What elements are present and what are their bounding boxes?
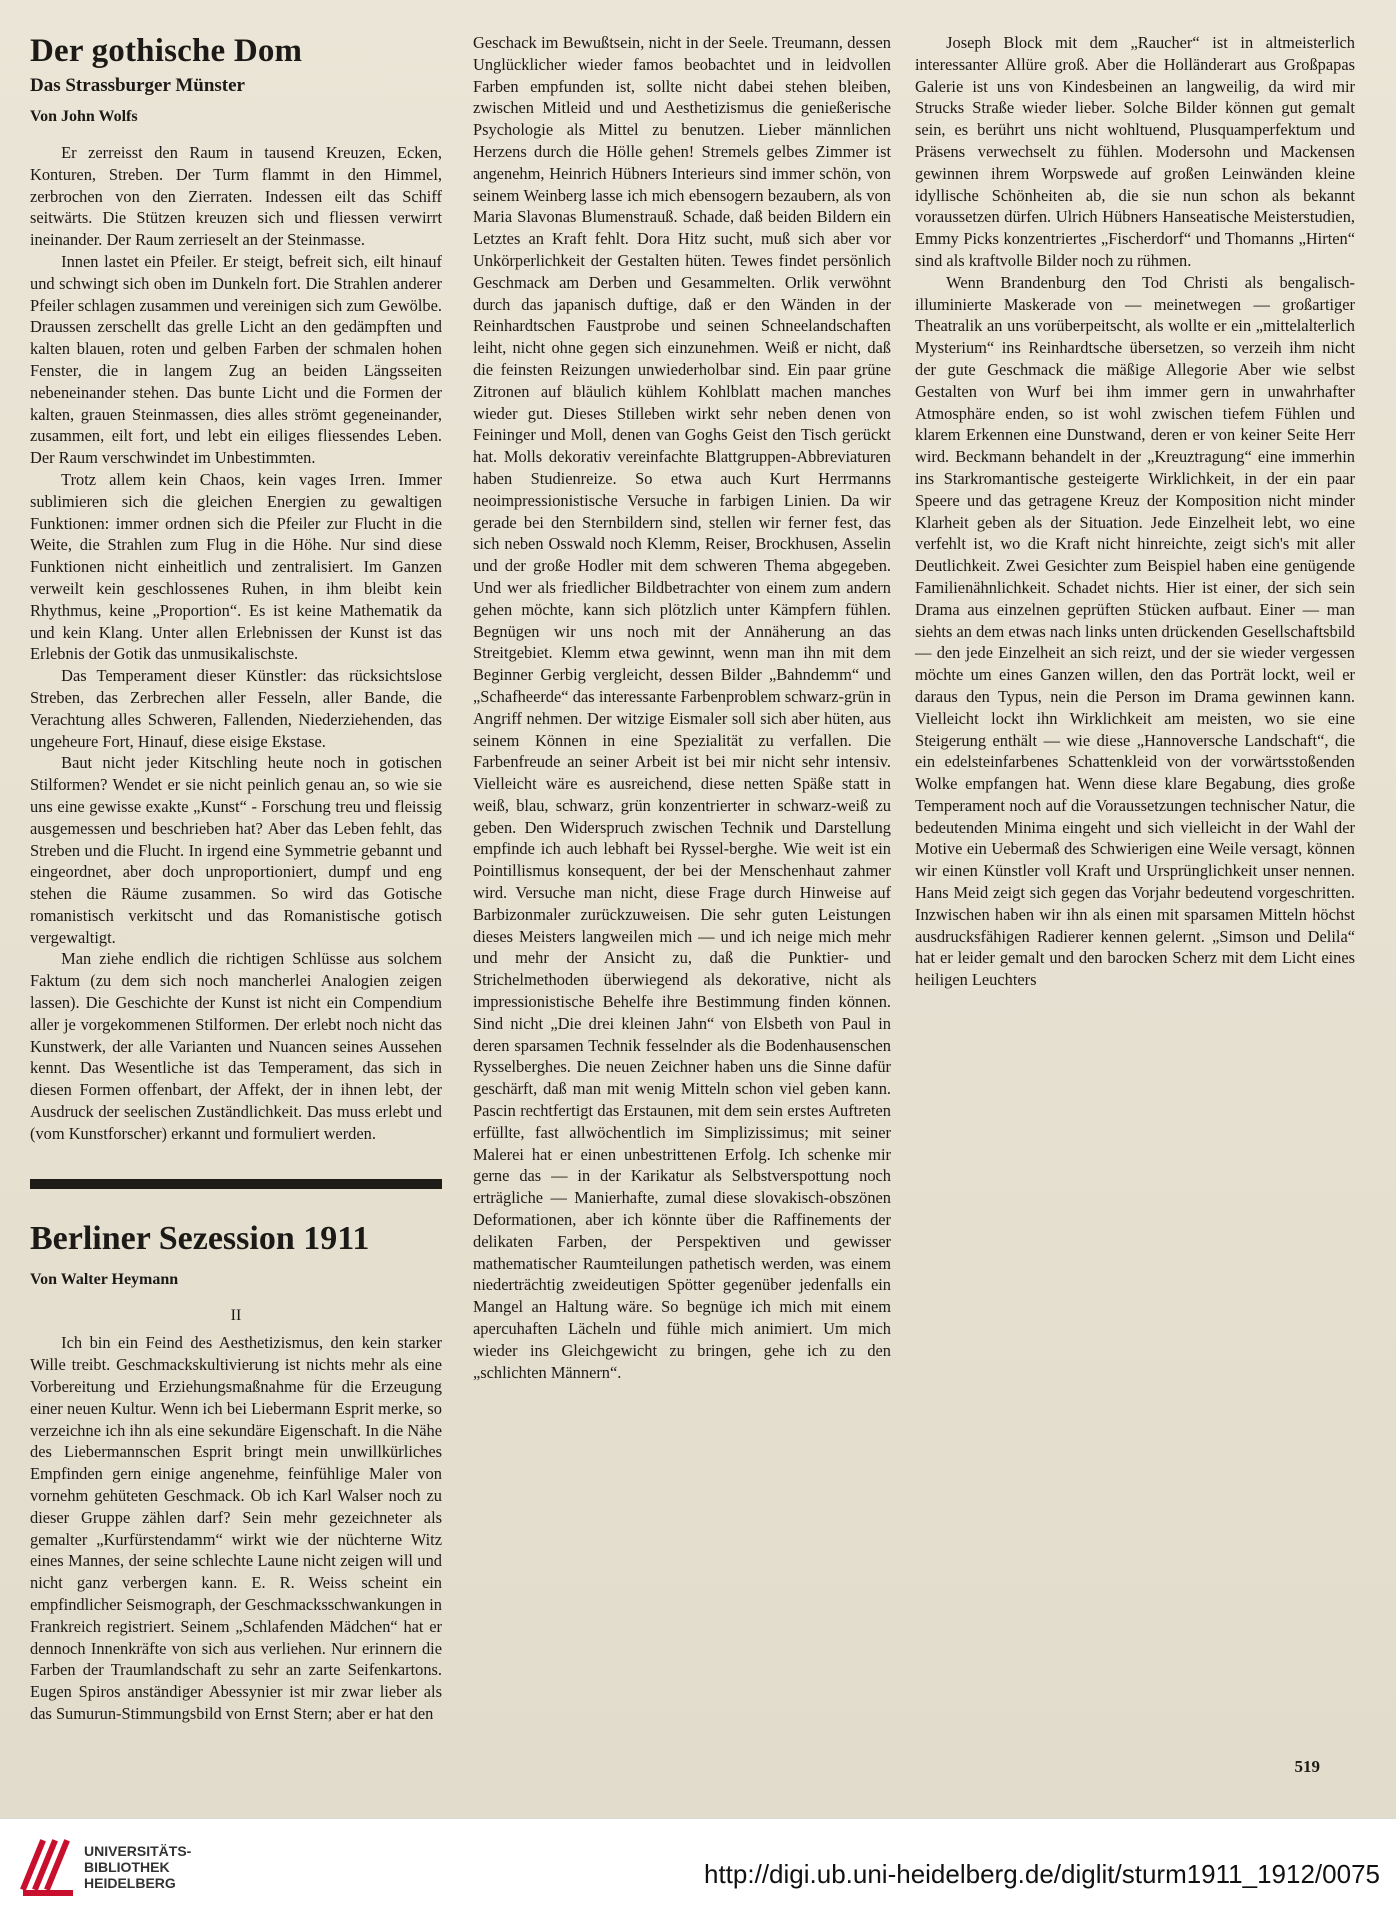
article1-paragraph: Baut nicht jeder Kitschling heute noch in gotischen Stilformen? Wendet er sie nicht peinlich genau an, so wie sie uns eine gewisse exakte „Kunst“ - Forschung treu und fleissig ausgemessen und beschrieben hat? Aber das Leben fehlt, das Streben und die Flucht. In irgend eine Symmetrie gebannt und eingeordnet, aber doch unproportioniert, dumpf und eng stehen die Räume zusammen. So wird das Gotische romanistisch verkitscht und das Romanistische gotisch vergewaltigt. — [30, 753, 442, 947]
footer-bar — [0, 1818, 1396, 1926]
library-name-line-2: BIBLIOTHEK — [84, 1859, 170, 1875]
article2-section-number: II — [230, 1306, 242, 1324]
article1-byline: Von John Wolfs — [30, 108, 138, 125]
library-name-line-3: HEIDELBERG — [84, 1875, 176, 1891]
column-2 — [473, 32, 891, 1383]
article2-paragraph: Wenn Brandenburg den Tod Christi als bengalisch-illuminierte Maskerade von — meinetwegen — großartiger Theatralik an uns vorüberpeitscht, als wollte er ein „mittelalterlich Mysterium“ ins Reinhardtsche übersetzen, so verzeih ihm nicht der gute Geschmack die mäßige Allegorie Aber wie selbst Gestalten von Wurf bei ihm immer gern in unwahrhafter Atmosphäre enden, so ist wohl zwischen tiefem Fühlen und klarem Erkennen eine Dunstwand, deren er von keiner Seite Herr wird. Beckmann behandelt in der „Kreuztragung“ eine immerhin ins Starkromantische gesteigerte Wirklichkeit, in der ein paar Speere und das getragene Kreuz der Komposition nicht minder Klarheit geben als der Situation. Jede Einzelheit lebt, wo eine verfehlt ist, wo die Kraft nicht hinreichte, zeigt sich's mit aller Deutlichkeit. Zwei Gesichter zum Beispiel haben eine genügende Familienähnlichkeit. Schadet nichts. Hier ist einer, der sich sein Drama aus einzelnen geprüften Stücken aufbaut. Einer — man siehts an dem etwas nach links unten drückenden Gesellschaftsbild — den jede Einzelheit an sich reizt, und der sie wieder vergessen möchte um eines Ganzen willen, den das Porträt lockt, weil er daraus den Typus, nein die Person im Drama gewinnen kann. Vielleicht lockt ihn Wirklichkeit am meisten, wo sie eine Steigerung enthält — wie diese „Hannoversche Landschaft“, die ein edelsteinfarbenes Schattenkleid von der vorwärtsstoßenden Wolke empfangen hat. Wenn diese klare Begabung, dies große Temperament noch auf die Voraussetzungen technischer Natur, die bedeutenden Minima eingeht und sich vielleicht in der Wahl der Motive ein Uebermaß des Schwierigen eine Weile versagt, können wir einen Künstler voll Kraft und Ursprünglichkeit unser nennen. Hans Meid zeigt sich gegen das Vorjahr bedeutend vorgeschritten. Inzwischen haben wir ihn als einen mit sparsamen Mitteln höchst ausdrucksfähigen Radierer kennen gelernt. „Simson und Delila“ hat er leider gemalt und den barocken Scherz mit dem Licht eines heiligen Leuchters — [915, 272, 1355, 990]
university-library-logo-icon — [18, 1833, 78, 1899]
article2-paragraph: Ich bin ein Feind des Aesthetizismus, den kein starker Wille treibt. Geschmackskultivierung ist nichts mehr als eine Vorbereitung und Erziehungsmaßnahme für die Erzeugung einer neuen Kultur. Wenn ich bei Liebermann Esprit merke, so verzeichne ich ihn als eine sekundäre Eigenschaft. In die Nähe des Liebermannschen Esprit bringt mein unwillkürliches Empfinden gern einige angenehme, feinfühlige Maler von vornehm gehüteten Geschmack. Ob ich Karl Walser noch zu dieser Gruppe zählen darf? Sein mehr gezeichneter als gemalter „Kurfürstendamm“ wirkt wie der nüchterne Witz eines Mannes, der seine schlechte Laune nicht zeigen will und nicht ganz verbergen kann. E. R. Weiss scheint ein empfindlicher Seismograph, der Geschmacksschwankungen in Frankreich registriert. Seinem „Schlafenden Mädchen“ hat er dennoch Innenkräfte von sich aus verliehen. Nur erinnern die Farben der Traumlandschaft zu sehr an zarte Seifenkartons. Eugen Spiros anständiger Abessynier ist mir zwar lieber als das Sumurun-Stimmungsbild von Ernst Stern; aber er hat den — [30, 1333, 442, 1723]
article1-title: Der gothische Dom — [30, 33, 303, 69]
library-name-line-1: UNIVERSITÄTS- — [84, 1843, 192, 1859]
article2-byline: Von Walter Heymann — [30, 1270, 179, 1288]
article-divider-rule — [30, 1179, 442, 1189]
library-name — [84, 1843, 191, 1891]
column-3 — [915, 32, 1355, 991]
article1-paragraph: Er zerreisst den Raum in tausend Kreuzen, Ecken, Konturen, Streben. Der Turm flammt in den Himmel, zerbrochen von den Zierraten. Indessen eilt das Schiff seitwärts. Die Stützen kreuzen sich und fliessen verwirrt ineinander. Der Raum zerrieselt an der Steinmasse. — [30, 143, 442, 250]
article1-paragraph: Man ziehe endlich die richtigen Schlüsse aus solchem Faktum (zu dem sich noch mancherlei Analogien zeigen lassen). Die Geschichte der Kunst ist nicht ein Compendium aller je vorgekommenen Stilformen. Der erlebt noch nicht das Kunstwerk, der alle Varianten und Nuancen seines Aussehen kennt. Das Wesentliche ist das Temperament, das sich in diesen Formen offenbart, der Affekt, der in ihnen lebt, der Ausdruck der seelischen Zuständlichkeit. Das muss erlebt und (vom Kunstforscher) erkannt und formuliert werden. — [30, 949, 442, 1143]
page-number: 519 — [1294, 1757, 1320, 1776]
article2-paragraph-continued: Geschack im Bewußtsein, nicht in der Seele. Treumann, dessen Unglücklicher wieder famos beobachtet und in leidvollen Farben empfunden ist, sollte nicht dabei stehen bleiben, zwischen Mitleid und und Aesthetizismus die genießerische Psychologie als Mittel zu benutzen. Lieber männlichen Herzens durch die Hölle gehen! Stremels gelbes Zimmer ist angenehm, Heinrich Hübners Interieurs sind immer schön, von seinem Weinberg lasse ich mich ebensogern bezaubern, als von Maria Slavonas Blumenstrauß. Schade, daß beiden Bildern ein Letztes an Kraft fehlt. Dora Hitz sucht, muß sich aber vor Unkörperlichkeit der Gestalten hüten. Tewes findet persönlich Geschmack am Derben und Gesammelten. Orlik verwöhnt durch das japanisch duftige, daß er den Wänden in der Reinhardtschen Faustprobe und seinen Schneelandschaften leiht, nicht ohne gegen sich einzunehmen. Weiß er nicht, daß die feinsten Reizungen unwiederholbar sind. Ein paar grüne Zitronen auf bläulich kühlem Kohlblatt machen manches wieder gut. Dieses Stilleben wirkt sehr neben denen von Feininger und Moll, denen van Goghs Geist den Tisch gerückt hat. Molls dekorativ vereinfachte Blattgruppen-Abbreviaturen haben Studienreize. So etwa auch Kurt Herrmanns neoimpressionistische Versuche in farbigen Linien. Da wir gerade bei den Sternbildern sind, stellen wir ferner fest, das sich neben Osswald noch Klemm, Reiser, Brockhusen, Asselin und der große Hodler mit dem schweren Thema abgegeben. Und wer als friedlicher Bildbetrachter von einem zum andern gehen möchte, kann sich plötzlich unter Kämpfern fühlen. Begnügen wir uns noch mit der Annäherung an das Streitgebiet. Klemm etwa gewinnt, wenn man ihn mit dem Beginner Gerbig vergleicht, dessen Bilder „Bahndemm“ und „Schafheerde“ das interessante Farbenproblem schwarz-grün in Angriff nehmen. Der witzige Eismaler soll sich aber hüten, aus seinem Können in eine Spezialität zu verfallen. Die Farbenfreude an seiner Arbeit ist bei mir nicht sehr intensiv. Vielleicht wäre es ausreichend, diese netten Späße statt in weiß, blau, schwarz, grün konzentrierter in schwarz-weiß zu geben. Den Widerspruch zwischen Technik und Darstellung empfinde ich auch lebhaft bei Ryssel-berghe. Wie weit ist ein Pointillismus konsequent, der bei der Menschenhaut zahmer wird. Versuche man nicht, diese Frage durch Hinweise auf Barbizonmaler zurückzuweisen. Die sehr guten Leistungen dieses Meisters langweilen mich — und ich neige mich mehr und mehr der Ansicht zu, daß die Punktier- und Strichelmethoden überwiegend als dekorative, nicht als impressionistische Behelfe ihre Bestimmung finden können. Sind nicht „Die drei kleinen Jahn“ von Elsbeth von Paul in deren sparsamen Technik fesselnder als die Bodenhausenschen Rysselberghes. Die neuen Zeichner haben uns die Sinne dafür geschärft, daß man mit wenig Mitteln schon viel geben kann. Pascin rechtfertigt das Erstaunen, mit dem sein erstes Auftreten erfüllte, fast allwöchentlich im Simplizissimus; mit seiner Malerei hat er einen unbestrittenen Erfolg. Ich schenke mir gerne das — in der Karikatur als Selbstverspottung noch erträgliche — Manierhafte, zumal diese slovakisch-obszönen Deformationen, aber ich könnte über die Raffinements der delikaten Farben, der Perspektiven und gewisser mathematischer Raumteilungen pathetisch werden, was einem niederträchtig zweideutigen Spötter gegenüber jedenfalls ein Mangel an Haltung wäre. So begnüge ich mich mit einem apercuhaften Lächeln und fühle mich animiert. Um mich wieder ins Gleichgewicht zu bringen, gehe ich zu den „schlichten Männern“. — [473, 33, 891, 1382]
article1-paragraph: Trotz allem kein Chaos, kein vages Irren. Immer sublimieren sich die gleichen Energien zu gewaltigen Funktionen: immer ordnen sich die Pfeiler zur Flucht in die Weite, die Strahlen zum Flug in die Höhe. Nur sind diese Funktionen nicht einheitlich und zentralisiert. Im Ganzen verweilt kein geschlossenes Ruhen, in ihm bleibt kein Rhythmus, keine „Proportion“. Es ist keine Mathematik da und kein Klang. Unter allen Erlebnissen der Kunst ist das Erlebnis der Gotik das unmusikalischste. — [30, 469, 442, 664]
article2-paragraph: Joseph Block mit dem „Raucher“ ist in altmeisterlich interessanter Allüre groß. Aber die Holländerart aus Großpapas Galerie ist uns von Kindesbeinen an langweilig, da wird mir Strucks Straße wieder lieber. Solche Bilder können gut gemalt sein, es berührt uns nicht wohltuend, Plusquamperfektum und Präsens verwechselt zu fühlen. Modersohn und Mackensen gewinnen ihrem Worpswede auf großen Leinwänden kleine idyllische Schönheiten ab, die sie nun schon als bekannt voraussetzen dürfen. Ulrich Hübners Hanseatische Meisterstudien, Emmy Picks konzentriertes „Fischerdorf“ und Thomanns „Hirten“ sind als kraftvolle Bilder noch zu rühmen. — [915, 33, 1355, 270]
article1-paragraph: Innen lastet ein Pfeiler. Er steigt, befreit sich, eilt hinauf und schwingt sich oben im Dunkeln fort. Die Strahlen anderer Pfeiler schlagen zusammen und vereinigen sich zum Gewölbe. Draussen zerschellt das grelle Licht an den gedämpften und kalten blauen, roten und gelben Farben der schmalen hohen Fenster, die in langem Zug an beiden Längsseiten nebeneinander stehen. Das bunte Licht und die Formen der kalten, grauen Steinmassen, dies alles strömt gegeneinander, zusammen, eilt fort, und lebt ein eiliges fliessendes Leben. Der Raum verschwindet im Unbestimmten. — [30, 251, 442, 468]
column-1 — [30, 32, 442, 1725]
article2-title: Berliner Sezession 1911 — [30, 1219, 370, 1257]
document-url-link[interactable]: http://digi.ub.uni-heidelberg.de/diglit/sturm1911_1912/0075 — [704, 1859, 1380, 1889]
article1-subtitle: Das Strassburger Münster — [30, 75, 245, 96]
article1-paragraph: Das Temperament dieser Künstler: das rücksichtslose Streben, das Zerbrechen aller Fesseln, aller Bande, die Verachtung alles Schweren, Fallenden, Niederziehenden, das ungeheure Fort, Hinauf, diese eisige Ekstase. — [30, 666, 442, 751]
